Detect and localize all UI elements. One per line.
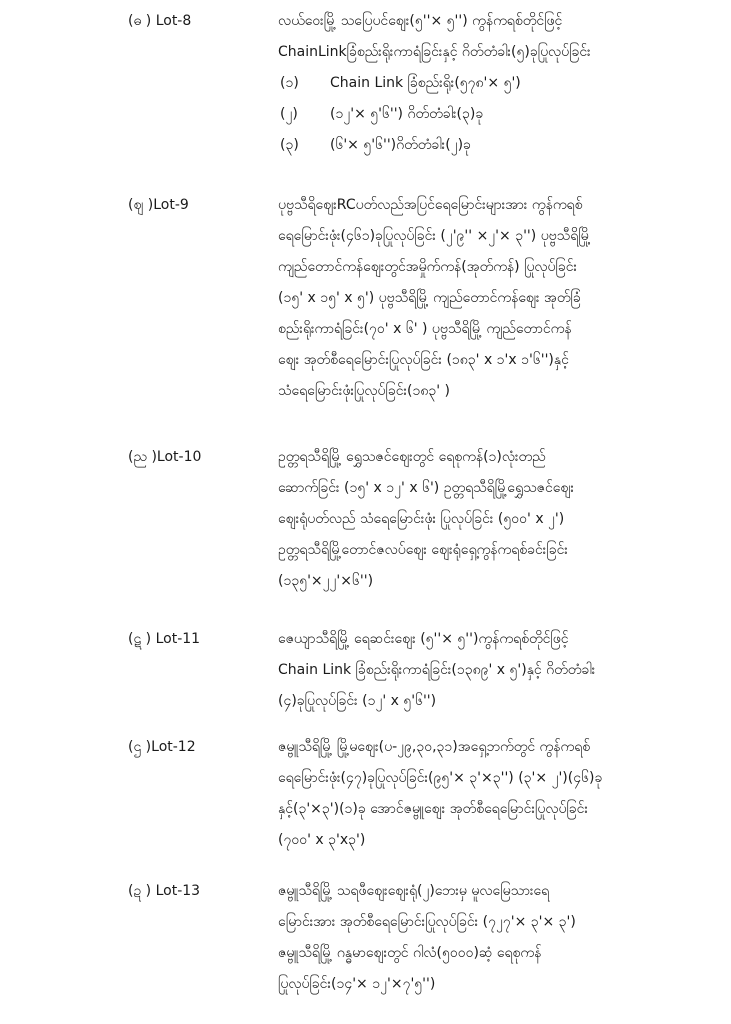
description-line: ဆောက်ခြင်း (၁၅' x ၁၂' x ၆') ဥတ္တရသီရိမြို့ရွှေသဇင်စျေး	[278, 480, 575, 496]
sub-item-number: (၃)	[280, 137, 299, 153]
lot-description	[278, 736, 708, 860]
lot-label: (ဋ ) Lot-11	[128, 631, 201, 647]
lot-label: (ဓ ) Lot-8	[128, 13, 192, 29]
sub-item	[278, 103, 708, 134]
sub-item-number: (၁)	[280, 75, 299, 91]
lot-description	[278, 10, 708, 165]
description-line: စည်းရိုးကာရံခြင်း(၇၀' x ၆' ) ပုဗ္ဗသီရိမြို့ ကျည်တောင်ကန်	[278, 321, 572, 337]
description-line: (၁၃၅'×၂၂'×၆'')	[278, 573, 374, 589]
description-line: ဇမ္ဗူသီရိမြို့ မြို့မစျေး(ပ-၂၉,၃၀,၃၁)အရှေ့ဘက်တွင် ကွန်ကရစ်	[278, 739, 591, 755]
description-line: ရေမြောင်းဖုံး(၄၇)ခုပြုလုပ်ခြင်း(၉၅'× ၃'×၃'') (၃'× ၂')(၄၆)ခု	[278, 770, 603, 786]
description-line: ChainLinkခြံစည်းရိုးကာရံခြင်းနှင့် ဂိတ်တံခါး(၅)ခုပြုလုပ်ခြင်း	[278, 44, 591, 60]
lot-label: (ည )Lot-10	[128, 449, 202, 465]
sub-item-number: (၂)	[280, 106, 298, 122]
lot-label: (ဍ ) Lot-13	[128, 883, 201, 899]
description-line: စျေး အုတ်စီရေမြောင်းပြုလုပ်ခြင်း (၁၈၃' x ၁'x ၁'၆'')နှင့်	[278, 352, 569, 368]
lot-description	[278, 194, 708, 411]
description-line: ဇေယျာသီရိမြို့ ရေဆင်းစျေး (၅''× ၅'')ကွန်ကရစ်တိုင်ဖြင့်	[278, 631, 569, 647]
description-line: Chain Link ခြံစည်းရိုးကာရံခြင်း(၁၃၈၉' x ၅')နှင့် ဂိတ်တံခါး	[278, 662, 596, 678]
description-line: ဥတ္တရသီရိမြို့တောင်ဇလပ်စျေး စျေးရုံရှေ့ကွန်ကရစ်ခင်းခြင်း	[278, 542, 568, 558]
description-line: (၇၀၀' x ၃'x၃')	[278, 832, 366, 848]
sub-item-text: (၁၂'× ၅'၆'') ဂိတ်တံခါး(၃)ခု	[330, 106, 484, 122]
sub-item-text: Chain Link ခြံစည်းရိုး(၅၇၈'× ၅')	[330, 75, 521, 91]
lot-label: (ဌ )Lot-12	[128, 739, 196, 755]
description-line: ဥတ္တရသီရိမြို့ ရွှေသဇင်စျေးတွင် ရေစုကန်(၁)လုံးတည်	[278, 449, 546, 465]
lot-label: (ဈ )Lot-9	[128, 197, 189, 213]
description-line: ဇမ္ဗူသီရိမြို့ သရဖီစျေးစျေးရုံ(၂)ဘေးမှ မူလမြေသားရေ	[278, 883, 550, 899]
description-line: ပုဗ္ဗသီရိစျေးRCပတ်လည်အပြင်ရေမြောင်းများအား ကွန်ကရစ်	[278, 197, 583, 213]
description-line: သံရေမြောင်းဖုံးပြုလုပ်ခြင်း(၁၈၃' )	[278, 383, 450, 399]
sub-item	[278, 134, 708, 165]
description-line: (၄)ခုပြုလုပ်ခြင်း (၁၂' x ၅'၆'')	[278, 693, 437, 709]
lot-description	[278, 446, 708, 601]
description-line: နှင့်(၃'×၃')(၁)ခု အောင်ဇမ္ဗူစျေး အုတ်စီရေမြောင်းပြုလုပ်ခြင်း	[278, 801, 588, 817]
sub-item-text: (၆'× ၅'၆'')ဂိတ်တံခါး(၂)ခု	[330, 137, 471, 153]
description-line: ကျည်တောင်ကန်စျေးတွင်အမှိုက်ကန်(အုတ်ကန်) ပြုလုပ်ခြင်း	[278, 259, 578, 275]
description-line: ရေမြောင်းဖုံး(၄၆၁)ခုပြုလုပ်ခြင်း (၂'၉'' ×၂'× ၃'') ပုဗ္ဗသီရိမြို့	[278, 228, 591, 244]
lot-description	[278, 628, 708, 721]
description-line: မြောင်းအား အုတ်စီရေမြောင်းပြုလုပ်ခြင်း (၇၂၇'× ၃'× ၃')	[278, 914, 576, 930]
description-line: (၁၅' x ၁၅' x ၅') ပုဗ္ဗသီရိမြို့ ကျည်တောင်ကန်စျေး အုတ်ခြံ	[278, 290, 581, 306]
lot-description	[278, 880, 708, 1004]
description-line: ပြုလုပ်ခြင်း(၁၄'× ၁၂'×၇'၅'')	[278, 976, 436, 992]
description-line: စျေးရုံပတ်လည် သံရေမြောင်းဖုံး ပြုလုပ်ခြင်း (၅၀၀' x ၂')	[278, 511, 565, 527]
sub-item	[278, 72, 708, 103]
description-line: ဇမ္ဗူသီရိမြို့ ဂန္ဓမာစျေးတွင် ဂါလံ(၅၀၀၀)ဆံ့ ရေစုကန်	[278, 945, 542, 961]
description-line: လယ်ဝေးမြို့ သပြေပင်စျေး(၅''× ၅'') ကွန်ကရစ်တိုင်ဖြင့်	[278, 13, 563, 29]
